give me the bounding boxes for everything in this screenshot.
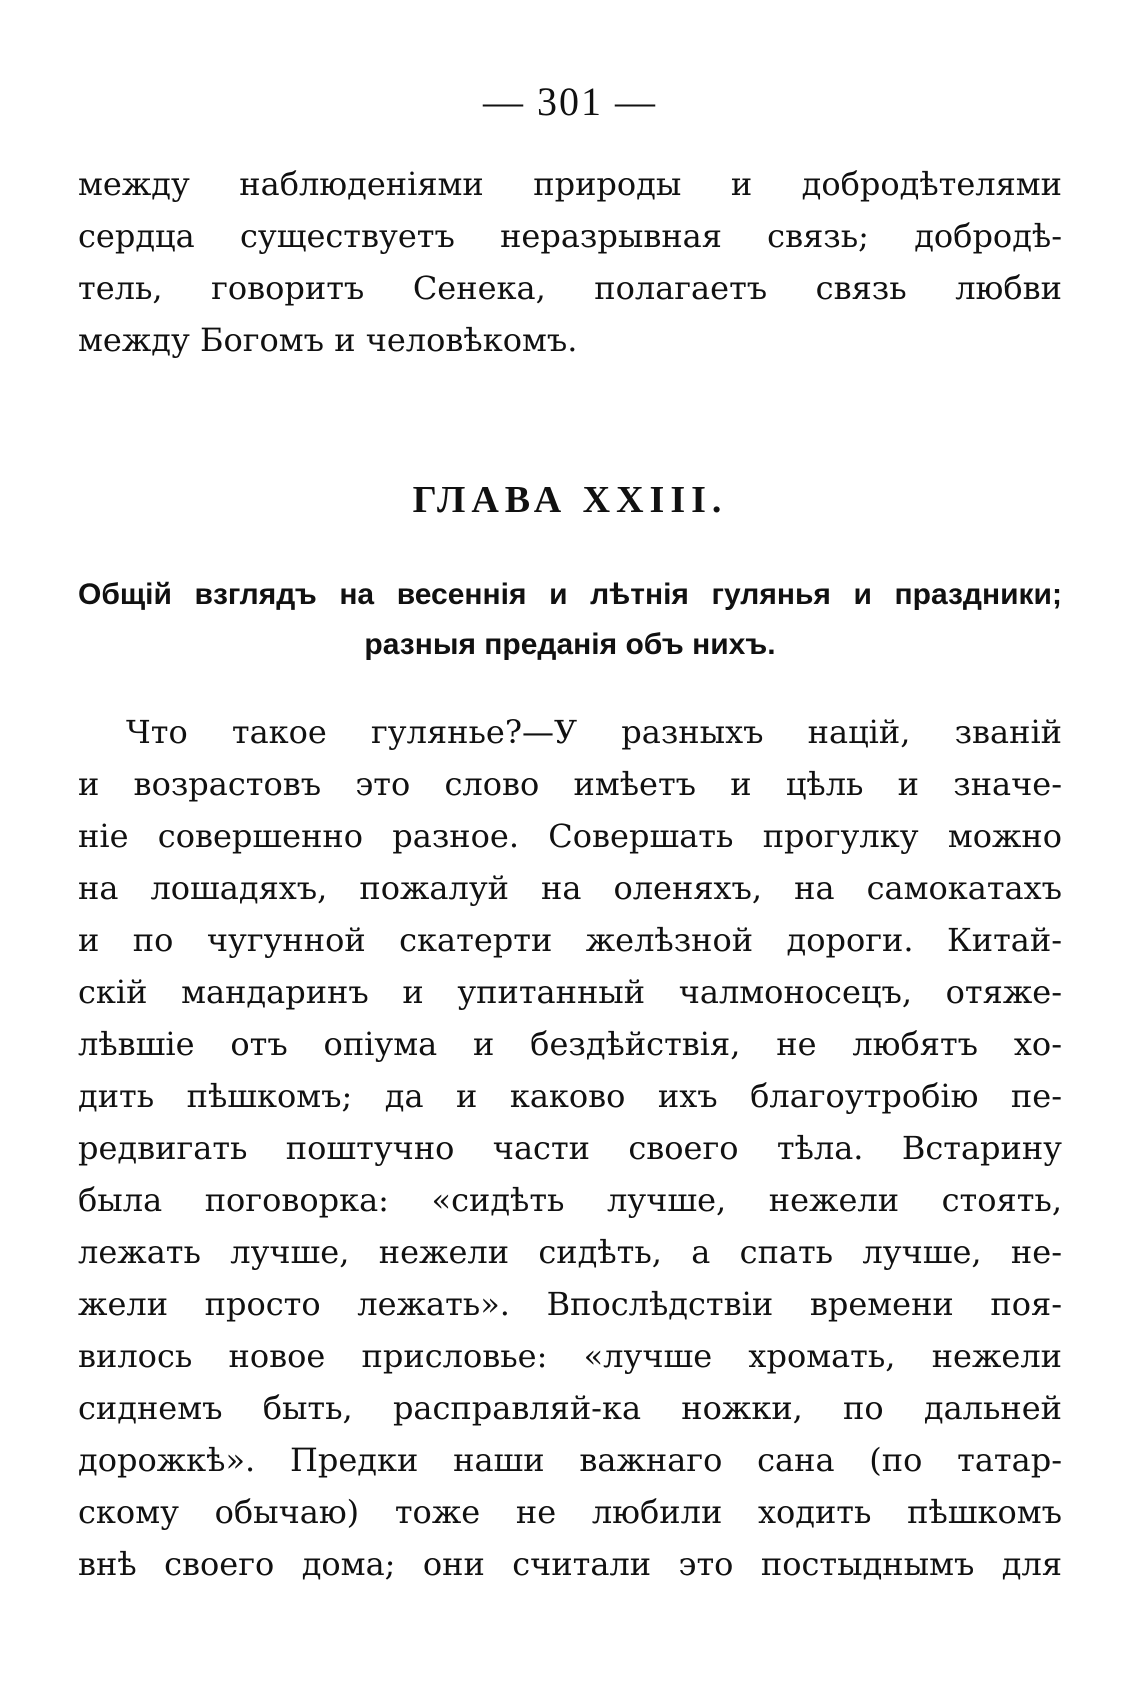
- page-number: — 301 —: [483, 79, 657, 124]
- text-line: и по чугунной скатерти желѣзной дороги. Китай-: [78, 921, 1062, 959]
- text-line: тель, говоритъ Сенека, полагаетъ связь любви: [78, 269, 1062, 307]
- text-line: жели просто лежать». Впослѣдствіи времени поя-: [78, 1285, 1062, 1323]
- text-line: и возрастовъ это слово имѣетъ и цѣль и значе-: [78, 765, 1062, 803]
- text-line: лежать лучше, нежели сидѣть, а спать лучше, не-: [78, 1233, 1062, 1271]
- text-line: Что такое гулянье?—У разныхъ націй, званій: [126, 713, 1062, 751]
- text-line: дить пѣшкомъ; да и каково ихъ благоутробію пе-: [78, 1077, 1062, 1115]
- text-line: между наблюденіями природы и добродѣтелями: [78, 165, 1062, 203]
- subtitle-line: Общій взглядъ на весеннія и лѣтнія гулянья и праздники;: [78, 578, 1062, 611]
- text-line: вилось новое присловье: «лучше хромать, нежели: [78, 1337, 1062, 1375]
- text-line: была поговорка: «сидѣть лучше, нежели стоять,: [78, 1181, 1062, 1219]
- chapter-title: ГЛАВА XXIII.: [412, 479, 728, 521]
- text-line: сиднемъ быть, расправляй-ка ножки, по дальней: [78, 1389, 1062, 1427]
- text-line: сердца существуетъ неразрывная связь; добродѣ-: [78, 217, 1062, 255]
- text-line: дорожкѣ». Предки наши важнаго сана (по татар-: [78, 1441, 1062, 1479]
- text-line: редвигать поштучно части своего тѣла. Встарину: [78, 1129, 1062, 1167]
- text-line: скому обычаю) тоже не любили ходить пѣшкомъ: [78, 1493, 1062, 1531]
- text-line: лѣвшіе отъ опіума и бездѣйствія, не любятъ хо-: [78, 1025, 1062, 1063]
- text-line: между Богомъ и человѣкомъ.: [78, 321, 578, 359]
- text-line: скій мандаринъ и упитанный чалмоносецъ, отяже-: [78, 973, 1062, 1011]
- text-line: ніе совершенно разное. Совершать прогулку можно: [78, 817, 1062, 855]
- text-line: на лошадяхъ, пожалуй на оленяхъ, на самокатахъ: [78, 869, 1062, 907]
- text-line: внѣ своего дома; они считали это постыднымъ для: [78, 1545, 1062, 1583]
- subtitle-line: разныя преданія объ нихъ.: [364, 628, 776, 661]
